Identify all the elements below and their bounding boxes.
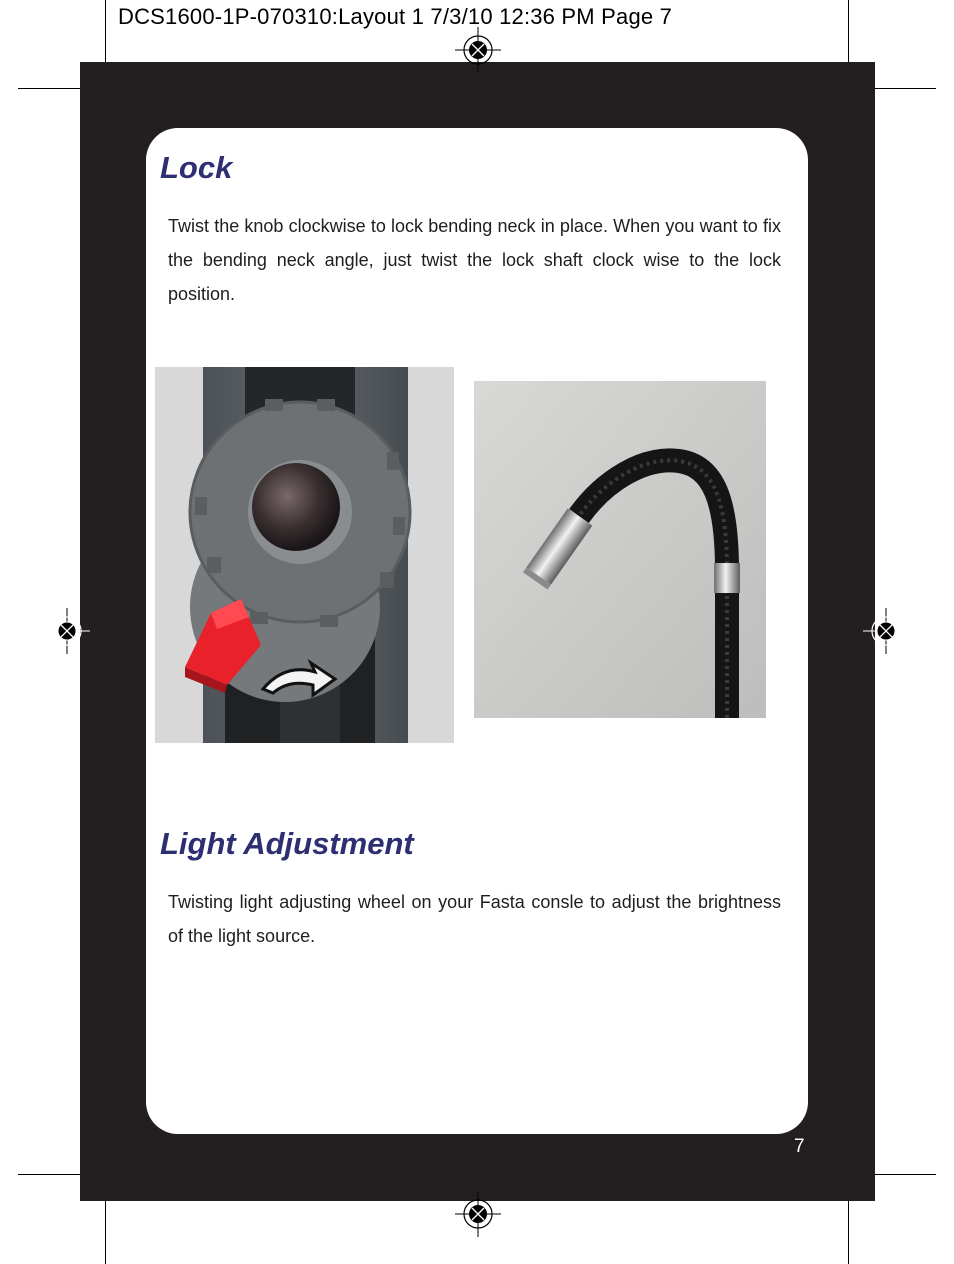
print-slug: DCS1600-1P-070310:Layout 1 7/3/10 12:36 PM Page 7	[118, 4, 673, 29]
lock-heading: Lock	[160, 150, 233, 185]
lock-description: Twist the knob clockwise to lock bending neck in place. When you want to fix the bending neck angle, just twist the lock shaft clock wise to the lock position.	[168, 216, 781, 304]
registration-mark-icon	[455, 1191, 501, 1237]
page-number: 7	[794, 1136, 805, 1157]
crop-mark	[105, 1194, 106, 1264]
light-adjustment-heading: Light Adjustment	[160, 826, 414, 861]
bending-neck-photo	[474, 381, 766, 718]
crop-mark	[105, 0, 106, 70]
crop-mark	[18, 1174, 88, 1175]
crop-mark	[866, 88, 936, 89]
registration-mark-icon	[455, 27, 501, 73]
registration-mark-icon	[863, 608, 909, 654]
registration-mark-icon	[44, 608, 90, 654]
crop-mark	[848, 0, 849, 70]
crop-mark	[866, 1174, 936, 1175]
light-adjustment-description: Twisting light adjusting wheel on your Fasta consle to adjust the brightness of the light source.	[168, 892, 781, 946]
crop-mark	[848, 1194, 849, 1264]
crop-mark	[18, 88, 88, 89]
lock-knob-photo	[155, 367, 454, 743]
